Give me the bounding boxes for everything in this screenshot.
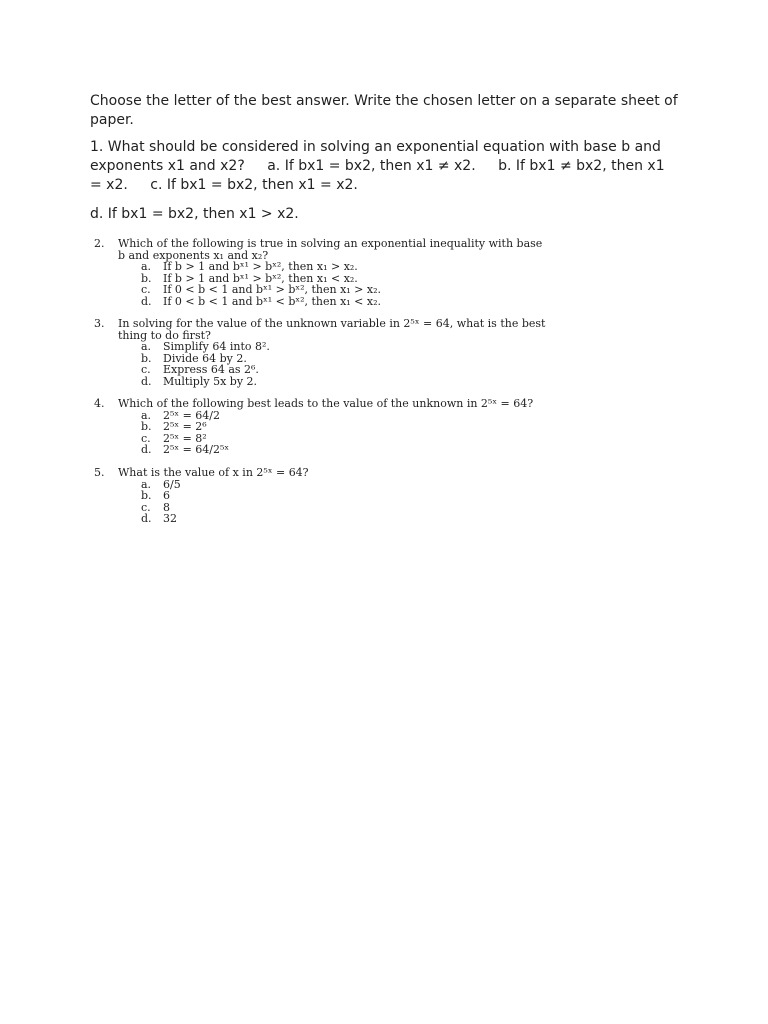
q5-option-b [141,490,664,502]
q3-option-d [141,376,664,388]
q2-option-d [141,296,664,308]
q3-option-a-letter: a. [141,340,152,353]
q2-options [141,261,664,307]
q2-option-a [141,261,664,273]
q4-option-a-text: 2⁵ˣ = 64/2 [163,408,220,422]
q5-options [141,479,664,525]
q3-option-c-text: Express 64 as 2⁶. [163,363,259,376]
q4-number: 4. [94,397,105,410]
q2-option-c-letter: c. [141,283,151,296]
q5-option-c-text: 8 [163,500,170,514]
q1-option-c: c. If bx1 = bx2, then x1 = x2. [150,177,358,193]
q2-stem-line1: Which of the following is true in solving an exponential inequality with base [118,237,543,250]
q5-option-b-text: 6 [163,489,170,502]
q3-option-a [141,341,664,353]
q1-stem: 1. What should be considered in solving an exponential equation with base b and exponents x1 and x2? [90,139,661,174]
q3-option-d-letter: d. [141,374,152,388]
q4-option-c-letter: c. [141,431,151,445]
q3-option-b-text: Divide 64 by 2. [163,351,247,365]
q3-option-c [141,364,664,376]
q3-number: 3. [94,317,105,330]
q4-option-b-text: 2⁵ˣ = 2⁶ [163,420,207,433]
q1-option-a: a. If bx1 = bx2, then x1 ≠ x2. [267,158,476,174]
q2-option-d-letter: d. [141,294,152,308]
q1-option-d: d. If bx1 = bx2, then x1 > x2. [90,206,299,222]
q4-option-b [141,421,664,433]
q4-option-c-text: 2⁵ˣ = 8² [163,431,207,445]
q5-option-a-text: 6/5 [163,477,181,491]
q3-option-c-letter: c. [141,363,151,376]
question-3 [94,318,664,387]
q5-option-d-letter: d. [141,512,152,525]
question-5 [94,467,664,525]
q2-option-c-text: If 0 < b < 1 and bˣ¹ > bˣ², then x₁ > x₂. [163,283,382,296]
q4-stem-line1: Which of the following best leads to the value of the unknown in 2⁵ˣ = 64? [118,397,534,410]
q4-options [141,410,664,456]
q4-option-d-text: 2⁵ˣ = 64/2⁵ˣ [163,443,230,456]
q2-number: 2. [94,237,105,250]
q4-option-d-letter: d. [141,443,152,456]
q2-option-b-text: If b > 1 and bˣ¹ > bˣ², then x₁ < x₂. [163,271,358,285]
q3-options [141,341,664,387]
q2-option-b-letter: b. [141,271,152,285]
q3-option-b-letter: b. [141,351,152,365]
q3-stem-line1: In solving for the value of the unknown variable in 2⁵ˣ = 64, what is the best [118,317,546,330]
q2-option-d-text: If 0 < b < 1 and bˣ¹ < bˣ², then x₁ < x₂. [163,294,382,308]
q3-option-d-text: Multiply 5x by 2. [163,374,258,388]
q5-option-b-letter: b. [141,489,152,502]
q1-option-b: b. If bx1 ≠ bx2, then x1 = x2. [90,158,665,193]
q5-option-a-letter: a. [141,477,152,491]
q3-option-a-text: Simplify 64 into 8². [163,340,270,353]
question-4 [94,398,664,456]
instructions-text: Choose the letter of the best answer. Write the chosen letter on a separate sheet of paper. [90,93,678,128]
q4-option-d [141,444,664,456]
question-1 [90,138,680,195]
q5-option-c [141,502,664,514]
q5-option-d [141,513,664,525]
q5-option-a [141,479,664,491]
instructions [90,92,680,130]
q2-option-a-text: If b > 1 and bˣ¹ > bˣ², then x₁ > x₂. [163,260,358,273]
q5-option-d-text: 32 [163,512,177,525]
q4-option-a [141,410,664,422]
q3-stem-line2: thing to do first? [118,328,211,342]
q2-option-a-letter: a. [141,260,152,273]
q2-stem-line2: b and exponents x₁ and x₂? [118,248,269,262]
q5-number: 5. [94,466,105,479]
question-2 [94,238,664,307]
q4-option-a-letter: a. [141,408,152,422]
q5-stem-line1: What is the value of x in 2⁵ˣ = 64? [118,466,309,479]
q4-option-b-letter: b. [141,420,152,433]
q5-option-c-letter: c. [141,500,151,514]
question-1-option-d-line [90,205,680,224]
q2-option-c [141,284,664,296]
